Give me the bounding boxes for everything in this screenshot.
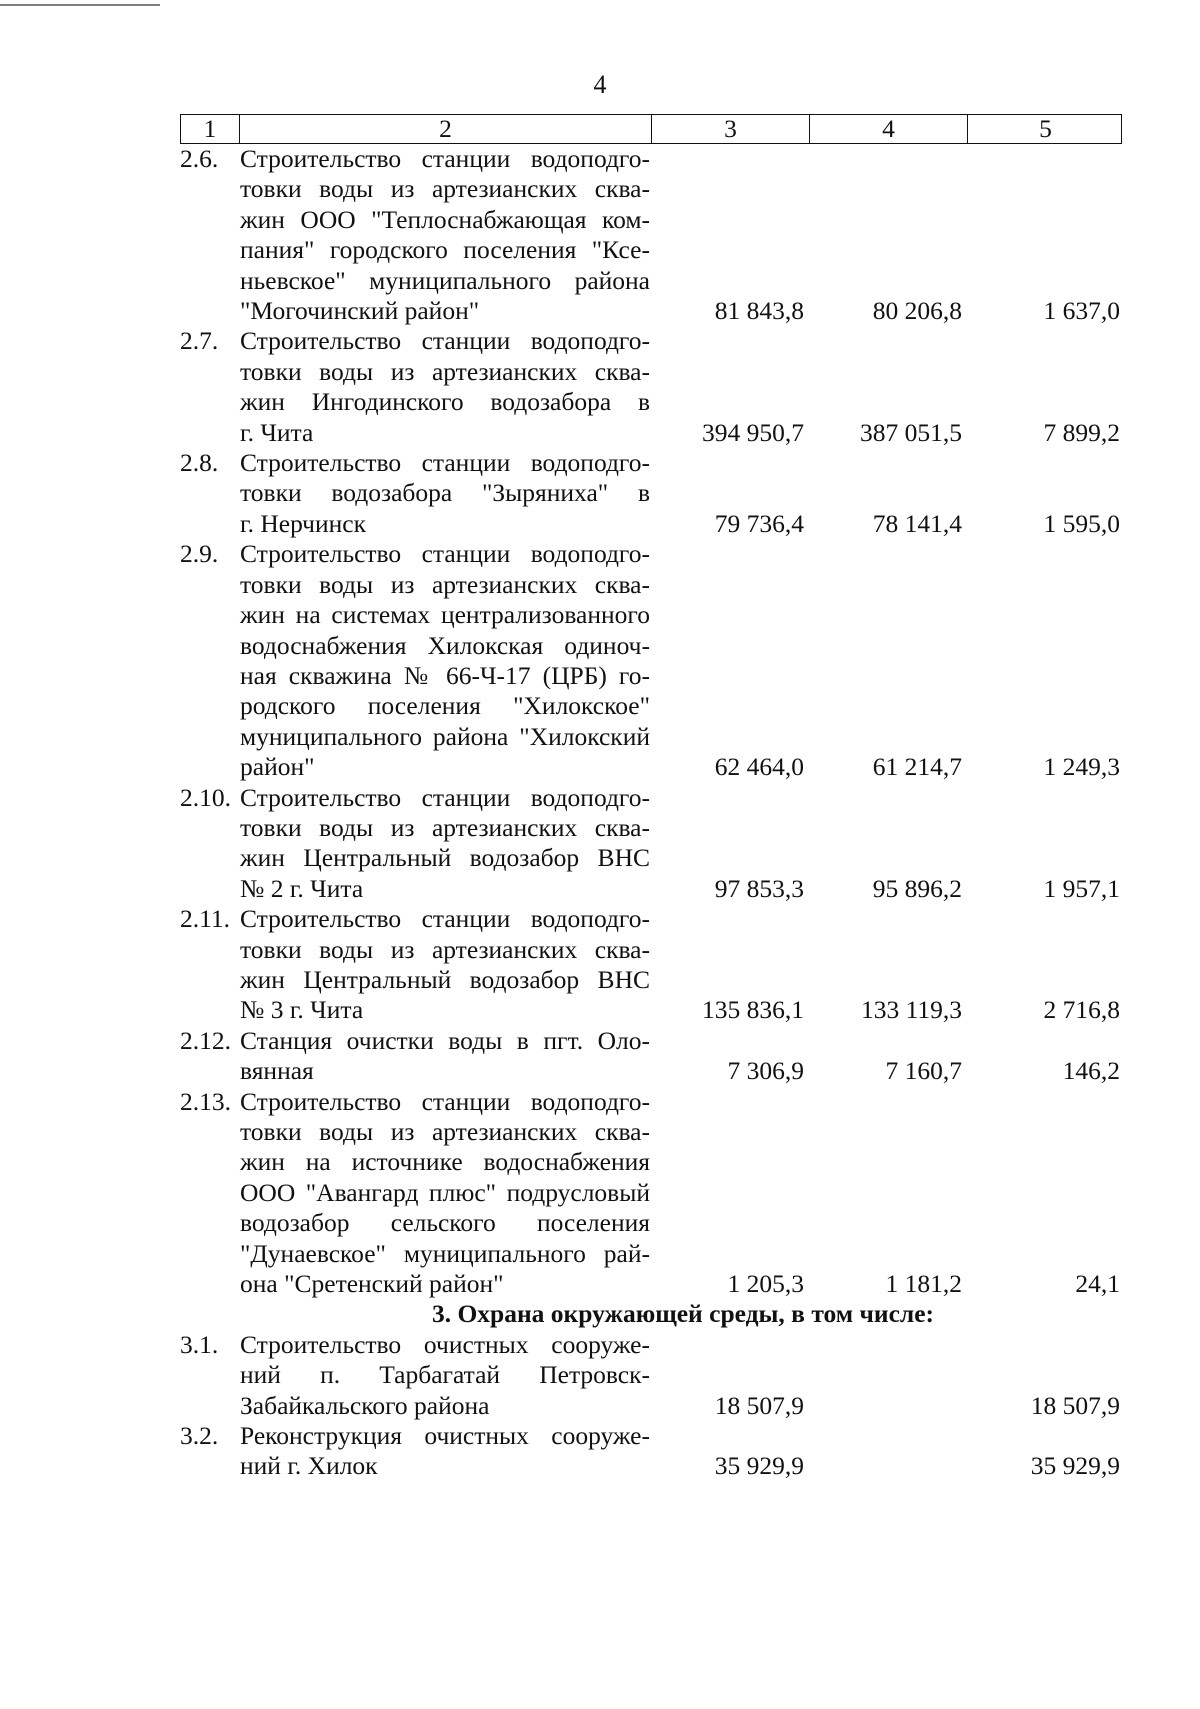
- description-line: № 2 г. Чита: [240, 873, 364, 903]
- header-col-4: 4: [809, 115, 967, 143]
- description-line: "Могочинский район": [240, 296, 480, 326]
- header-col-2: 2: [239, 115, 651, 143]
- value-c3: 81 843,8: [714, 296, 804, 326]
- row-number: 2.11.: [180, 904, 231, 934]
- scan-artifact-line: [0, 4, 160, 6]
- value-c5: 35 929,9: [1030, 1451, 1120, 1481]
- value-c3: 135 836,1: [702, 995, 804, 1025]
- table-row: [180, 1330, 1122, 1421]
- description-line: Строительство очистных сооруже-: [240, 1329, 650, 1359]
- description-line: она "Сретенский район": [240, 1269, 504, 1299]
- description-line: водоснабжения Хилокская одиноч-: [240, 630, 650, 660]
- table-header-row: [180, 114, 1122, 144]
- budget-table: [180, 114, 1122, 1482]
- value-c5: 7 899,2: [1043, 417, 1120, 447]
- description-line: Строительство станции водоподго-: [240, 904, 650, 934]
- value-c4: 61 214,7: [872, 752, 962, 782]
- row-description: [238, 783, 650, 905]
- value-c4: 80 206,8: [872, 296, 962, 326]
- description-line: муниципального района "Хилокский: [240, 721, 650, 751]
- value-c3: 1 205,3: [727, 1269, 804, 1299]
- row-number: 2.9.: [180, 539, 219, 569]
- description-line: вянная: [240, 1056, 314, 1086]
- value-c4: 133 119,3: [860, 995, 962, 1025]
- header-col-1: 1: [203, 114, 217, 143]
- row-number: 3.2.: [180, 1421, 219, 1451]
- description-line: Забайкальского района: [240, 1390, 490, 1420]
- value-c3: 97 853,3: [714, 873, 804, 903]
- value-c3: 18 507,9: [714, 1390, 804, 1420]
- description-line: родского поселения "Хилокское": [240, 691, 650, 721]
- value-c5: 18 507,9: [1030, 1390, 1120, 1420]
- table-row: [180, 783, 1122, 905]
- description-line: товки воды из артезианских сква-: [240, 356, 650, 386]
- table-row: [180, 326, 1122, 448]
- description-line: товки воды из артезианских сква-: [240, 569, 650, 599]
- table-row: [180, 1026, 1122, 1087]
- description-line: товки воды из артезианских сква-: [240, 812, 650, 842]
- description-line: жин Центральный водозабор ВНС: [240, 964, 650, 994]
- row-number: 2.13.: [180, 1086, 231, 1116]
- header-col-5: 5: [967, 115, 1123, 143]
- description-line: Станция очистки воды в пгт. Оло-: [240, 1025, 650, 1055]
- row-description: [238, 904, 650, 1026]
- description-line: товки воды из артезианских сква-: [240, 934, 650, 964]
- value-c5: 1 637,0: [1043, 296, 1120, 326]
- table-row: [180, 144, 1122, 326]
- row-description: [238, 1026, 650, 1087]
- row-description: [238, 1421, 650, 1482]
- description-line: жин на системах централизованного: [240, 600, 650, 630]
- value-c5: 1 595,0: [1043, 508, 1120, 538]
- description-line: Строительство станции водоподго-: [240, 782, 650, 812]
- row-description: [238, 1087, 650, 1300]
- description-line: ний г. Хилок: [240, 1451, 378, 1481]
- row-description: [238, 326, 650, 448]
- value-c5: 24,1: [1075, 1269, 1120, 1299]
- section-2-rows: [180, 144, 1122, 1299]
- row-description: [238, 144, 650, 326]
- value-c3: 79 736,4: [714, 508, 804, 538]
- description-line: № 3 г. Чита: [240, 995, 364, 1025]
- description-line: ная скважина № 66-Ч-17 (ЦРБ) го-: [240, 660, 650, 690]
- description-line: г. Нерчинск: [240, 508, 367, 538]
- value-c4: 95 896,2: [872, 873, 962, 903]
- description-line: жин Ингодинского водозабора в: [240, 387, 650, 417]
- section-3-title: 3. Охрана окружающей среды, в том числе:: [431, 1299, 935, 1329]
- description-line: жин ООО "Теплоснабжающая ком-: [240, 204, 650, 234]
- description-line: ньевское" муниципального района: [240, 265, 650, 295]
- description-line: товки водозабора "Зыряниха" в: [240, 478, 650, 508]
- description-line: "Дунаевское" муниципального рай-: [240, 1238, 650, 1268]
- value-c4: 78 141,4: [872, 508, 962, 538]
- description-line: товки воды из артезианских сква-: [240, 1117, 650, 1146]
- value-c5: 1 957,1: [1043, 873, 1120, 903]
- row-description: [238, 448, 650, 539]
- value-c3: 7 306,9: [727, 1056, 804, 1086]
- row-number: 3.1.: [180, 1329, 219, 1359]
- row-description: [238, 1330, 650, 1421]
- description-line: Строительство станции водоподго-: [240, 144, 650, 173]
- value-c5: 2 716,8: [1043, 995, 1120, 1025]
- row-number: 2.8.: [180, 448, 219, 478]
- description-line: водозабор сельского поселения: [240, 1208, 650, 1238]
- row-number: 2.12.: [180, 1025, 231, 1055]
- description-line: пания" городского поселения "Ксе-: [240, 235, 650, 265]
- description-line: Строительство станции водоподго-: [240, 326, 650, 356]
- description-line: ний п. Тарбагатай Петровск-: [240, 1360, 650, 1390]
- table-row: [180, 1421, 1122, 1482]
- description-line: товки воды из артезианских сква-: [240, 174, 650, 204]
- row-description: [238, 539, 650, 782]
- section-3-rows: [180, 1330, 1122, 1482]
- row-number: 2.6.: [180, 144, 219, 173]
- description-line: район": [240, 752, 315, 782]
- row-number: 2.7.: [180, 326, 219, 356]
- value-c3: 62 464,0: [714, 752, 804, 782]
- row-number: 2.10.: [180, 782, 231, 812]
- description-line: жин Центральный водозабор ВНС: [240, 843, 650, 873]
- description-line: Строительство станции водоподго-: [240, 539, 650, 569]
- description-line: ООО "Авангард плюс" подрусловый: [240, 1177, 650, 1207]
- description-line: г. Чита: [240, 417, 314, 447]
- table-row: [180, 1087, 1122, 1300]
- table-row: [180, 904, 1122, 1026]
- value-c3: 35 929,9: [714, 1451, 804, 1481]
- header-col-3: 3: [651, 115, 809, 143]
- table-row: [180, 539, 1122, 782]
- description-line: Реконструкция очистных сооруже-: [240, 1421, 650, 1451]
- description-line: Строительство станции водоподго-: [240, 1086, 650, 1116]
- description-line: жин на источнике водоснабжения: [240, 1147, 650, 1177]
- value-c3: 394 950,7: [702, 417, 804, 447]
- value-c5: 1 249,3: [1043, 752, 1120, 782]
- value-c4: 1 181,2: [885, 1269, 962, 1299]
- table-row: [180, 448, 1122, 539]
- value-c5: 146,2: [1062, 1056, 1120, 1086]
- description-line: Строительство станции водоподго-: [240, 448, 650, 478]
- value-c4: 7 160,7: [885, 1056, 962, 1086]
- page-number: 4: [593, 70, 607, 99]
- value-c4: 387 051,5: [860, 417, 962, 447]
